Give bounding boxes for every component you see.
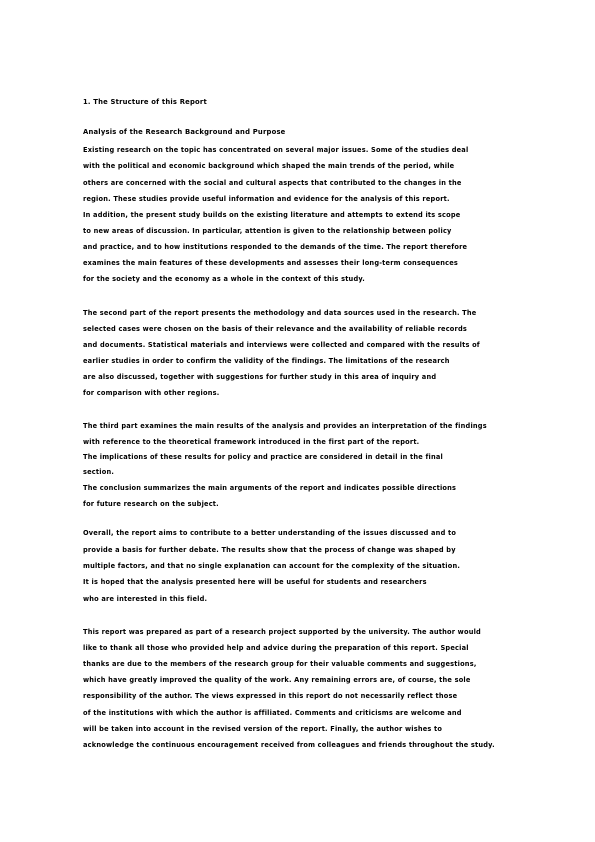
paragraph-5-line: acknowledge the continuous encouragement received from colleagues and friends throughout the study. — [83, 741, 495, 749]
paragraph-5-line: like to thank all those who provided help and advice during the preparation of this report. Special — [83, 644, 469, 652]
paragraph-1-line: with the political and economic background which shaped the main trends of the period, while — [83, 162, 455, 170]
paragraph-4-line: provide a basis for further debate. The results show that the process of change was shaped by — [83, 546, 456, 554]
paragraph-1-line: to new areas of discussion. In particular, attention is given to the relationship between policy — [83, 227, 452, 235]
paragraph-3-line: for future research on the subject. — [83, 500, 219, 508]
paragraph-1-line: In addition, the present study builds on the existing literature and attempts to extend its scope — [83, 211, 461, 219]
paragraph-3-line: The conclusion summarizes the main arguments of the report and indicates possible directions — [83, 484, 457, 492]
paragraph-3-line: with reference to the theoretical framework introduced in the first part of the report. — [83, 438, 420, 446]
paragraph-5-line: thanks are due to the members of the research group for their valuable comments and suggestions, — [83, 660, 477, 668]
paragraph-1-line: Existing research on the topic has concentrated on several major issues. Some of the studies deal — [83, 146, 469, 154]
section-heading: Analysis of the Research Background and Purpose — [83, 128, 286, 136]
paragraph-1-line: for the society and the economy as a whole in the context of this study. — [83, 275, 365, 283]
paragraph-5-line: will be taken into account in the revised version of the report. Finally, the author wishes to — [83, 725, 443, 733]
paragraph-3-line: section. — [83, 468, 115, 476]
paragraph-2-line: and documents. Statistical materials and interviews were collected and compared with the results of — [83, 341, 480, 349]
paragraph-5-line: which have greatly improved the quality of the work. Any remaining errors are, of course, the sole — [83, 676, 471, 684]
paragraph-2-line: are also discussed, together with suggestions for further study in this area of inquiry and — [83, 373, 437, 381]
paragraph-4-line: multiple factors, and that no single explanation can account for the complexity of the situation. — [83, 562, 461, 570]
paragraph-5-line: of the institutions with which the author is affiliated. Comments and criticisms are welcome and — [83, 709, 462, 717]
paragraph-1-line: examines the main features of these developments and assesses their long-term consequences — [83, 259, 459, 267]
paragraph-4-line: Overall, the report aims to contribute to a better understanding of the issues discussed and to — [83, 529, 457, 537]
paragraph-2-line: selected cases were chosen on the basis of their relevance and the availability of reliable records — [83, 325, 468, 333]
paragraph-1-line: others are concerned with the social and cultural aspects that contributed to the changes in the — [83, 179, 462, 187]
paragraph-5-line: This report was prepared as part of a research project supported by the university. The author would — [83, 628, 481, 636]
paragraph-2-line: earlier studies in order to confirm the validity of the findings. The limitations of the research — [83, 357, 450, 365]
paragraph-4-line: who are interested in this field. — [83, 595, 208, 603]
paragraph-3-line: The third part examines the main results of the analysis and provides an interpretation of the findings — [83, 422, 487, 430]
document-header: 1. The Structure of this Report — [83, 98, 207, 106]
paragraph-4-line: It is hoped that the analysis presented here will be useful for students and researchers — [83, 578, 427, 586]
paragraph-2-line: The second part of the report presents the methodology and data sources used in the research. The — [83, 309, 477, 317]
paragraph-3-line: The implications of these results for policy and practice are considered in detail in the final — [83, 453, 443, 461]
paragraph-1-line: and practice, and to how institutions responded to the demands of the time. The report therefore — [83, 243, 468, 251]
paragraph-2-line: for comparison with other regions. — [83, 389, 220, 397]
paragraph-5-line: responsibility of the author. The views expressed in this report do not necessarily reflect those — [83, 692, 458, 700]
paragraph-1-line: region. These studies provide useful information and evidence for the analysis of this report. — [83, 195, 450, 203]
